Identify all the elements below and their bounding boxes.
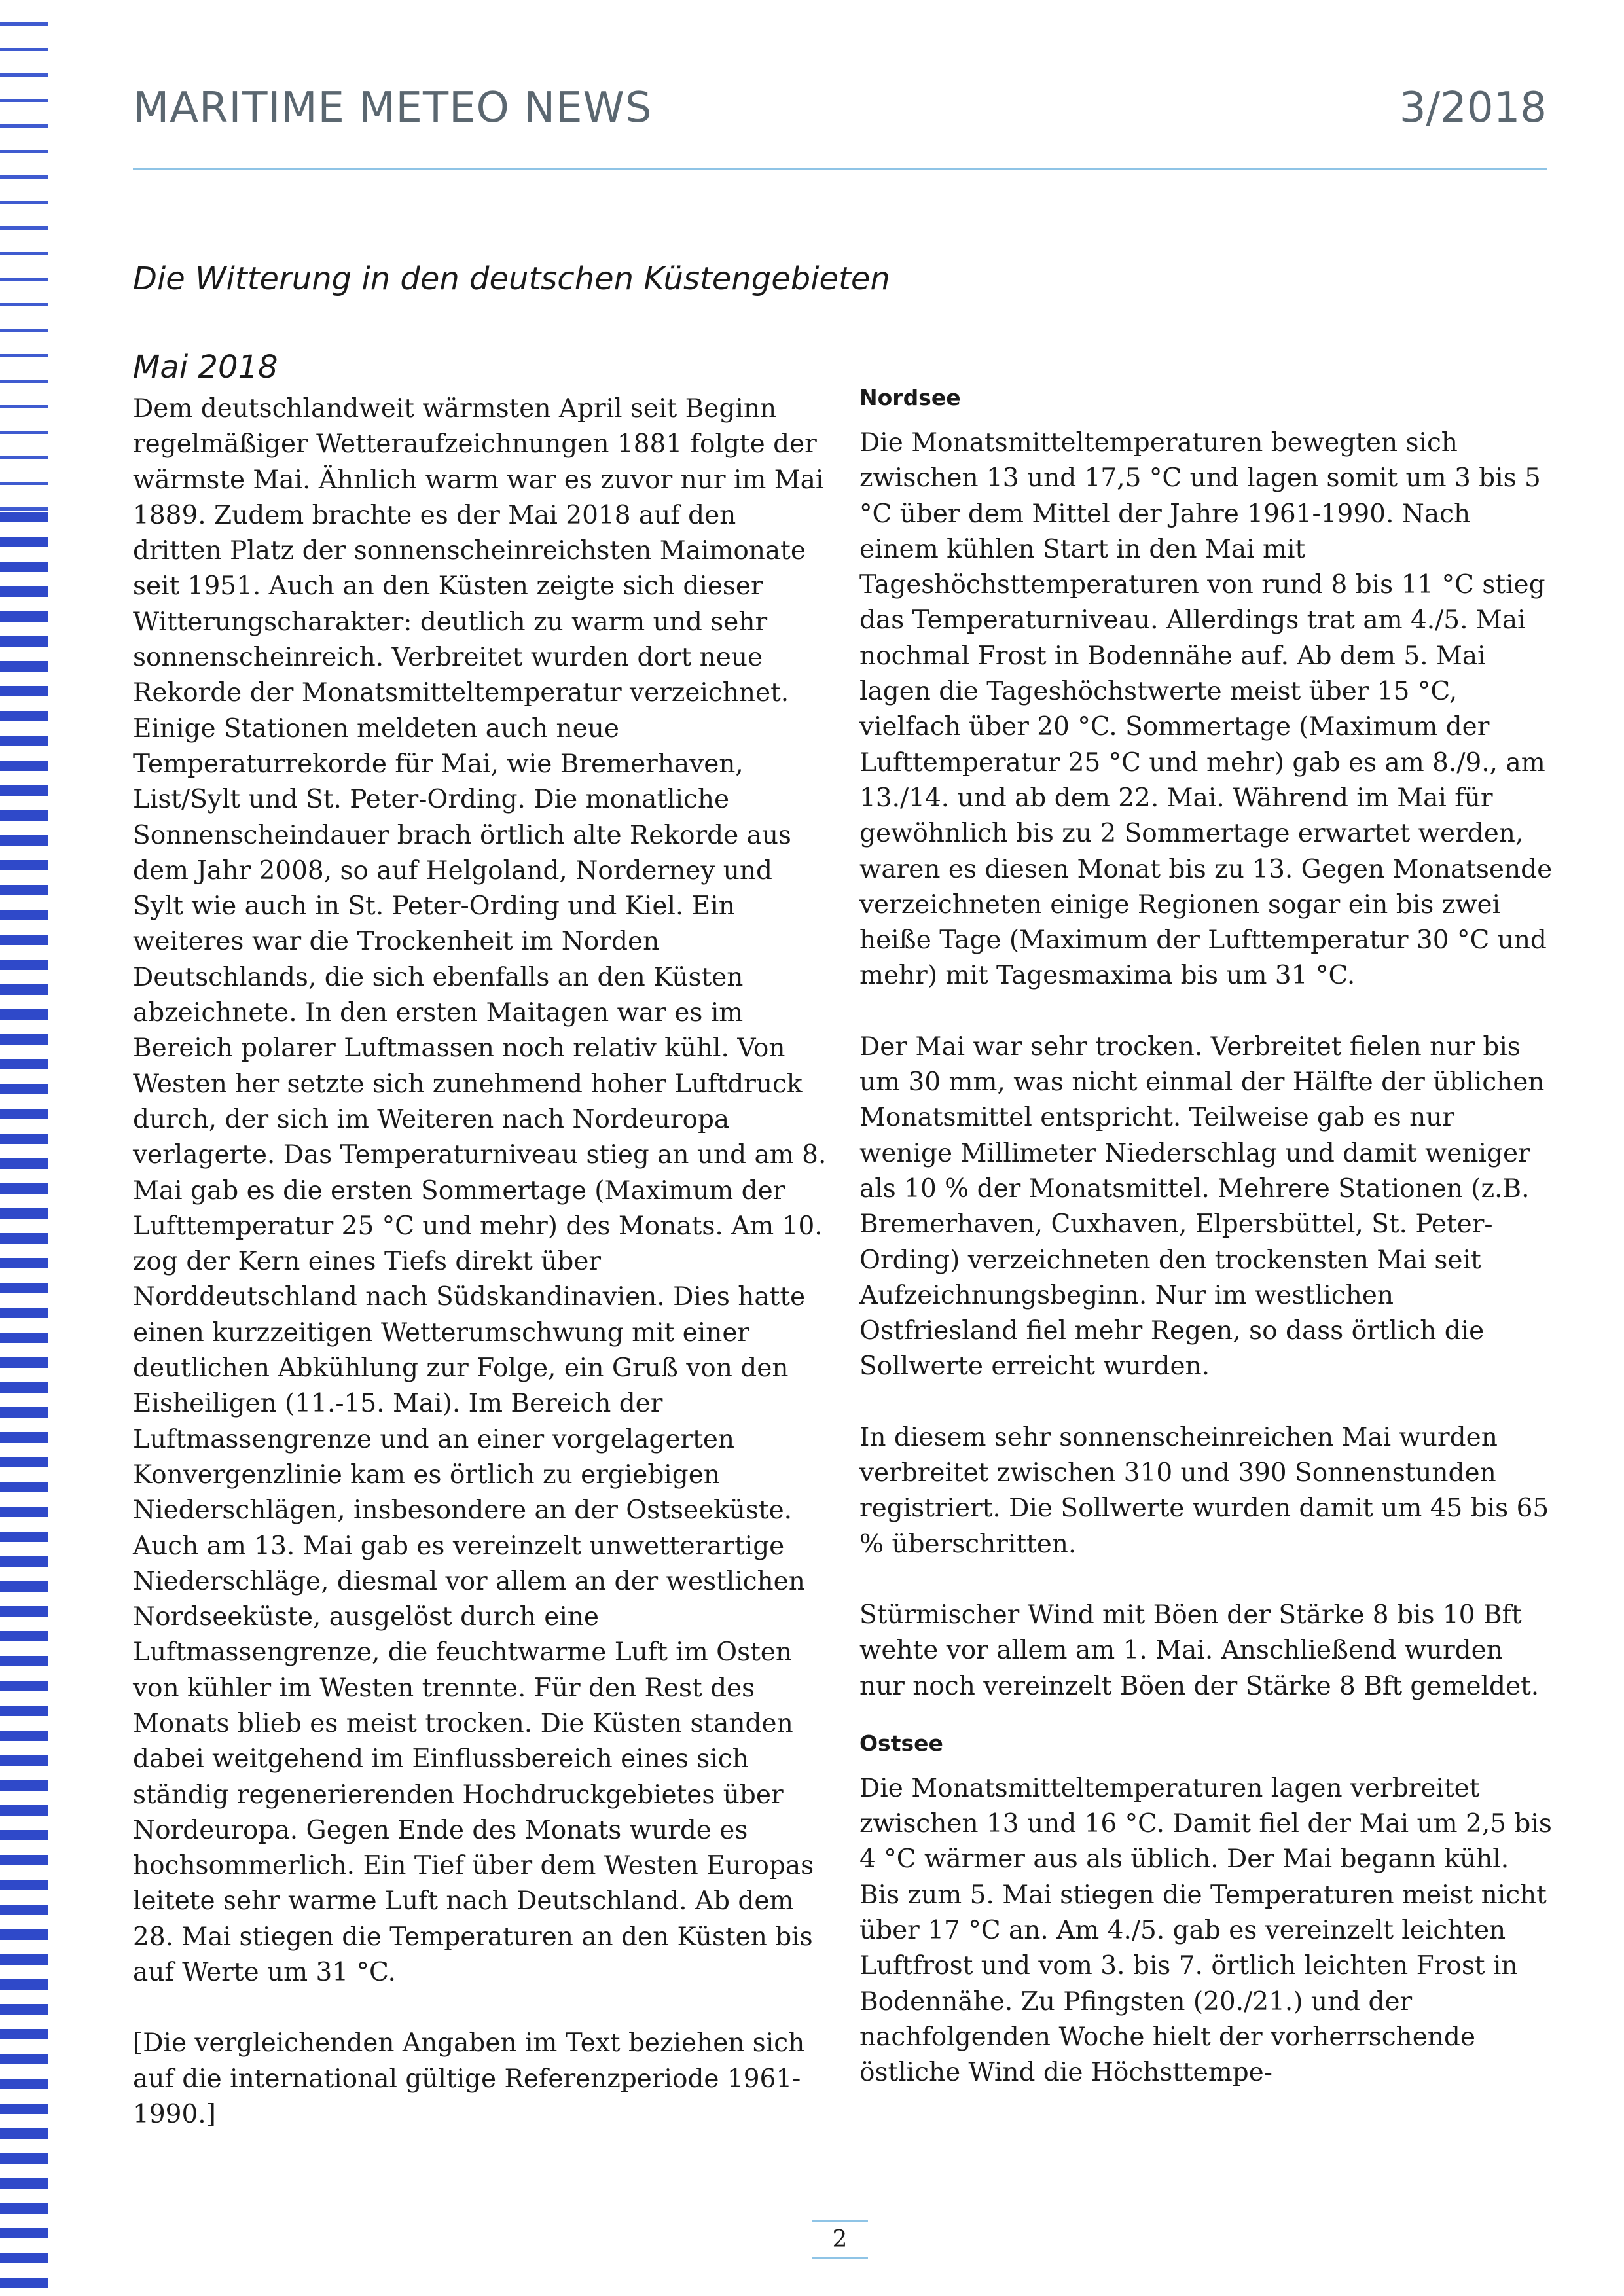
page-header	[133, 84, 1547, 136]
month-heading: Mai 2018	[133, 349, 278, 386]
intro-paragraph: Dem deutschlandweit wärmsten April seit Beginn regelmäßiger Wetteraufzeichnungen 1881 folgte der wärmste Mai. Ähnlich warm war es zuvor nur im Mai 1889. Zudem brachte es der Mai 2018 auf den dritten Platz der sonnenscheinreichsten Maimonate seit 1951. Auch an den Küsten zeigte sich dieser Witterungscharakter: deutlich zu warm und sehr sonnenscheinreich. Verbreitet wurden dort neue Rekorde der Monatsmitteltemperatur verzeichnet. Einige Stationen meldeten auch neue Temperaturrekorde für Mai, wie Bremerhaven, List/Sylt und St. Peter-Ording. Die monatliche Sonnenscheindauer brach örtlich alte Rekorde aus dem Jahr 2008, so auf Helgoland, Norderney und Sylt wie auch in St. Peter-Ording und Kiel. Ein weiteres war die Trockenheit im Norden Deutschlands, die sich ebenfalls an den Küsten abzeichnete. In den ersten Maitagen war es im Bereich polarer Luftmassen noch relativ kühl. Von Westen her setzte sich zunehmend hoher Luftdruck durch, der sich im Weiteren nach Nordeuropa verlagerte. Das Temperaturniveau stieg an und am 8. Mai gab es die ersten Sommertage (Maximum der Lufttemperatur 25 °C und mehr) des Monats. Am 10. zog der Kern eines Tiefs direkt über Norddeutschland nach Südskandinavien. Dies hatte einen kurzzeitigen Wetterumschwung mit einer deutlichen Abkühlung zur Folge, ein Gruß von den Eisheiligen (11.-15. Mai). Im Bereich der Luftmassengrenze und an einer vorgelagerten Konvergenzlinie kam es örtlich zu ergiebigen Niederschlägen, insbesondere an der Ostseeküste. Auch am 13. Mai gab es vereinzelt unwetterartige Niederschläge, diesmal vor allem an der westlichen Nordseeküste, ausgelöst durch eine Luftmassengrenze, die feuchtwarme Luft im Osten von kühler im Westen trennte. Für den Rest des Monats blieb es meist trocken. Die Küsten standen dabei weitgehend im Einflussbereich eines sich ständig regenerierenden Hochdruckgebietes über Nordeuropa. Gegen Ende des Monats wurde es hochsommerlich. Ein Tief über dem Westen Europas leitete sehr warme Luft nach Deutschland. Ab dem 28. Mai stiegen die Temperaturen an den Küsten bis auf Werte um 31 °C.	[133, 394, 827, 1988]
nordsee-paragraph: Der Mai war sehr trocken. Verbreitet fielen nur bis um 30 mm, was nicht einmal der Hälfte der üblichen Monatsmittel entspricht. Teilweise gab es nur wenige Millimeter Niederschlag und damit weniger als 10 % der Monatsmittel. Mehrere Stationen (z.B. Bremerhaven, Cuxhaven, Elpersbüttel, St. Peter-Ording) verzeichneten den trockensten Mai seit Aufzeichnungsbeginn. Nur im westlichen Ostfriesland fiel mehr Regen, so dass örtlich die Sollwerte erreicht wurden.	[859, 1031, 1545, 1382]
page-number: 2	[812, 2220, 868, 2259]
reference-note: [Die vergleichenden Angaben im Text beziehen sich auf die international gültige Referenzperiode 1961-1990.]	[133, 2028, 805, 2129]
right-column	[859, 385, 1553, 2090]
ostsee-paragraph: Die Monatsmitteltemperaturen lagen verbreitet zwischen 13 und 16 °C. Damit fiel der Mai um 2,5 bis 4 °C wärmer aus als üblich. Der Mai begann kühl. Bis zum 5. Mai stiegen die Temperaturen meist nicht über 17 °C an. Am 4./5. gab es vereinzelt leichten Luftfrost und vom 3. bis 7. örtlich leichten Frost in Bodennähe. Zu Pfingsten (20./21.) und der nachfolgenden Woche hielt der vorherrschende östliche Wind die Höchsttempe-	[859, 1773, 1552, 2088]
header-divider	[133, 168, 1547, 170]
nordsee-paragraph: Die Monatsmitteltemperaturen bewegten sich zwischen 13 und 17,5 °C und lagen somit um 3 bis 5 °C über dem Mittel der Jahre 1961-1990. Nach einem kühlen Start in den Mai mit Tageshöchsttemperaturen von rund 8 bis 11 °C stieg das Temperaturniveau. Allerdings trat am 4./5. Mai nochmal Frost in Bodennähe auf. Ab dem 5. Mai lagen die Tageshöchstwerte meist über 15 °C, vielfach über 20 °C. Sommertage (Maximum der Lufttemperatur 25 °C und mehr) gab es am 8./9., am 13./14. und ab dem 22. Mai. Während im Mai für gewöhnlich bis zu 2 Sommertage erwartet werden, waren es diesen Monat bis zu 13. Gegen Monatsende verzeichneten einige Regionen sogar ein bis zwei heiße Tage (Maximum der Lufttemperatur 30 °C und mehr) mit Tagesmaxima bis um 31 °C.	[859, 428, 1553, 991]
nordsee-paragraph: In diesem sehr sonnenscheinreichen Mai wurden verbreitet zwischen 310 und 390 Sonnenstunden registriert. Die Sollwerte wurden damit um 45 bis 65 % überschritten.	[859, 1422, 1549, 1559]
decorative-stripe-band-upper	[0, 0, 48, 511]
section-heading-ostsee: Ostsee	[859, 1730, 943, 1756]
article-title: Die Witterung in den deutschen Küstengebieten	[133, 260, 890, 297]
nordsee-paragraph: Stürmischer Wind mit Böen der Stärke 8 bis 10 Bft wehte vor allem am 1. Mai. Anschließend wurden nur noch vereinzelt Böen der Stärke 8 Bft gemeldet.	[859, 1600, 1540, 1701]
section-heading-nordsee: Nordsee	[859, 385, 961, 410]
publication-title: MARITIME METEO NEWS	[133, 84, 653, 132]
issue-number: 3/2018	[1399, 84, 1547, 132]
left-column	[133, 347, 827, 2132]
